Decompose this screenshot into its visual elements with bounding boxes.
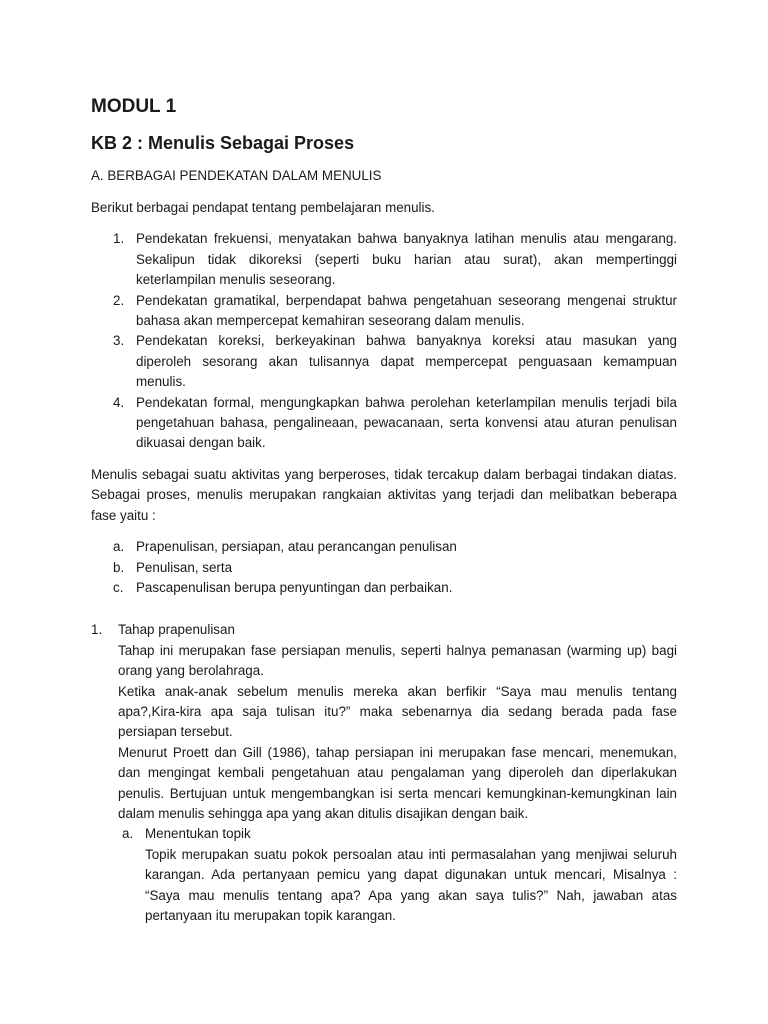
subsection-paragraph: Topik merupakan suatu pokok persoalan atau inti permasalahan yang menjiwai seluruh karangan. Ada pertanyaan pemicu yang dapat digunakan untuk mencari, Misalnya : “Saya mau menulis tentang apa? Apa yang akan saya tulis?” Nah, jawaban atas pertanyaan itu merupakan topik karangan. [145, 846, 677, 923]
intro-paragraph: Berikut berbagai pendapat tentang pembelajaran menulis. [91, 200, 435, 215]
section-heading: A. BERBAGAI PENDEKATAN DALAM MENULIS [91, 168, 382, 183]
process-paragraph: Menulis sebagai suatu aktivitas yang berperoses, tidak tercakup dalam berbagai tindakan diatas. Sebagai proses, menulis merupakan rangkaian aktivitas yang terjadi dan melibatkan beberapa fase yaitu : [91, 466, 677, 523]
stage-heading: Tahap prapenulisan [118, 622, 235, 638]
list-item: 2. Pendekatan gramatikal, berpendapat bahwa pengetahuan seseorang mengenai struktur bahasa akan mempercepat kemahiran seseorang dalam menulis. [113, 292, 677, 329]
subsection-heading: Menentukan topik [145, 826, 251, 842]
stage-paragraph: Menurut Proett dan Gill (1986), tahap persiapan ini merupakan fase mencari, menemukan, dan mengingat kembali pengetahuan atau pengalaman yang diperoleh dan diperlakukan penulis. Bertujuan untuk mengembangkan isi serta mencari kemungkinan-kemungkinan lain dalam menulis sehingga apa yang akan ditulis disajikan dengan baik. [118, 744, 677, 821]
stage-prapenulisan [91, 620, 677, 926]
list-item: 1. Pendekatan frekuensi, menyatakan bahwa banyaknya latihan menulis atau mengarang. Sekalipun tidak dikoreksi (seperti buku harian atau surat), akan mempertinggi keterlampilan menulis seseorang. [113, 231, 677, 288]
stage-marker: 1. [91, 622, 103, 638]
list-item: 3. Pendekatan koreksi, berkeyakinan bahwa banyaknya koreksi atau masukan yang diperoleh sesorang akan tulisannya dapat mempercepat penguasaan kemampuan menulis. [113, 333, 677, 390]
list-item: a. Prapenulisan, persiapan, atau perancangan penulisan [113, 539, 457, 555]
list-item: c. Pascapenulisan berupa penyuntingan dan perbaikan. [113, 579, 453, 595]
list-item: 4. Pendekatan formal, mengungkapkan bahwa perolehan keterlampilan menulis terjadi bila pengetahuan bahasa, pengalineaan, pewacanaan, serta konvensi atau aturan penulisan dikuasai dengan baik. [113, 394, 677, 451]
stage-paragraph: Ketika anak-anak sebelum menulis mereka akan berfikir “Saya mau menulis tentang apa?,Kira-kira apa saja tulisan itu?” maka sebenarnya dia sedang berada pada fase persiapan tersebut. [118, 683, 677, 740]
lesson-title: KB 2 : Menulis Sebagai Proses [91, 133, 355, 153]
list-item: b. Penulisan, serta [113, 559, 233, 575]
subsection-marker: a. [122, 826, 134, 842]
approaches-list [91, 229, 677, 453]
phases-list [91, 537, 677, 598]
module-title: MODUL 1 [91, 96, 177, 117]
subsection-topik [118, 824, 677, 926]
stage-paragraph: Tahap ini merupakan fase persiapan menulis, seperti halnya pemanasan (warming up) bagi orang yang berolahraga. [118, 642, 677, 679]
